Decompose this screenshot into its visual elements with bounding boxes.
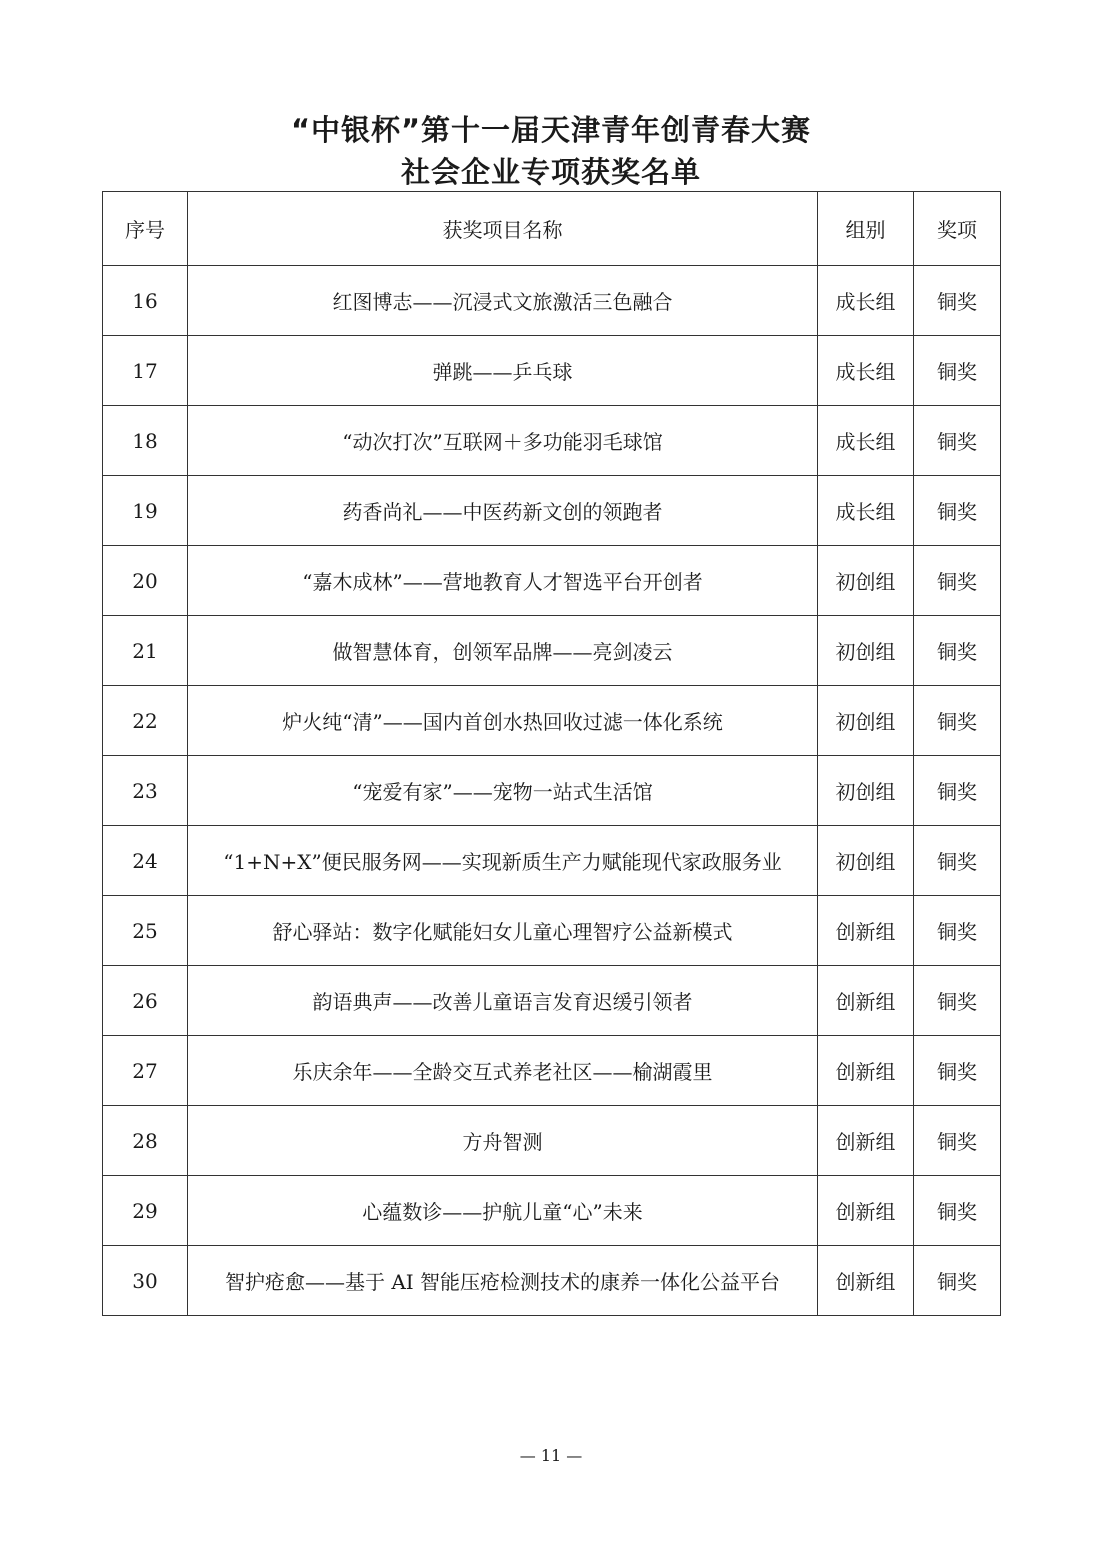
cell-award: 铜奖 (914, 266, 1001, 336)
cell-seq: 27 (103, 1036, 188, 1106)
header-seq: 序号 (103, 192, 188, 266)
table-row (103, 336, 1001, 406)
header-name: 获奖项目名称 (188, 192, 818, 266)
header-group: 组别 (818, 192, 914, 266)
table-row (103, 826, 1001, 896)
cell-name: 舒心驿站：数字化赋能妇女儿童心理智疗公益新模式 (188, 896, 818, 966)
cell-award: 铜奖 (914, 896, 1001, 966)
table-row (103, 1106, 1001, 1176)
cell-group: 创新组 (818, 1246, 914, 1316)
cell-group: 初创组 (818, 756, 914, 826)
cell-group: 成长组 (818, 266, 914, 336)
cell-seq: 25 (103, 896, 188, 966)
cell-name: 韵语典声——改善儿童语言发育迟缓引领者 (188, 966, 818, 1036)
table-row (103, 896, 1001, 966)
cell-seq: 16 (103, 266, 188, 336)
cell-seq: 17 (103, 336, 188, 406)
cell-seq: 19 (103, 476, 188, 546)
cell-award: 铜奖 (914, 616, 1001, 686)
cell-group: 创新组 (818, 896, 914, 966)
cell-seq: 30 (103, 1246, 188, 1316)
award-table (102, 191, 1001, 1316)
page-number: — 11 — (519, 1446, 583, 1465)
table-row (103, 1246, 1001, 1316)
cell-group: 创新组 (818, 966, 914, 1036)
table-row (103, 546, 1001, 616)
cell-name: 智护疮愈——基于 AI 智能压疮检测技术的康养一体化公益平台 (188, 1246, 818, 1316)
table-row (103, 966, 1001, 1036)
cell-name: 心蕴数诊——护航儿童“心”未来 (188, 1176, 818, 1246)
cell-award: 铜奖 (914, 336, 1001, 406)
cell-name: “宠爱有家”——宠物一站式生活馆 (188, 756, 818, 826)
cell-name: 方舟智测 (188, 1106, 818, 1176)
table-row (103, 686, 1001, 756)
cell-award: 铜奖 (914, 686, 1001, 756)
cell-group: 成长组 (818, 406, 914, 476)
table-row (103, 616, 1001, 686)
table-header-row (103, 192, 1001, 266)
cell-award: 铜奖 (914, 756, 1001, 826)
table-row (103, 1176, 1001, 1246)
cell-award: 铜奖 (914, 1036, 1001, 1106)
cell-name: 乐庆余年——全龄交互式养老社区——榆湖霞里 (188, 1036, 818, 1106)
cell-award: 铜奖 (914, 1106, 1001, 1176)
table-row (103, 266, 1001, 336)
cell-name: “1+N+X”便民服务网——实现新质生产力赋能现代家政服务业 (188, 826, 818, 896)
table-row (103, 756, 1001, 826)
cell-award: 铜奖 (914, 476, 1001, 546)
cell-seq: 18 (103, 406, 188, 476)
cell-group: 创新组 (818, 1036, 914, 1106)
cell-seq: 26 (103, 966, 188, 1036)
cell-group: 成长组 (818, 336, 914, 406)
cell-group: 初创组 (818, 686, 914, 756)
header-award: 奖项 (914, 192, 1001, 266)
cell-seq: 23 (103, 756, 188, 826)
document-title-line-2: 社会企业专项获奖名单 (400, 155, 701, 189)
document-title-line-1: “中银杯”第十一届天津青年创青春大赛 (290, 113, 812, 147)
cell-name: “动次打次”互联网＋多功能羽毛球馆 (188, 406, 818, 476)
cell-name: 红图博志——沉浸式文旅激活三色融合 (188, 266, 818, 336)
cell-group: 创新组 (818, 1176, 914, 1246)
cell-award: 铜奖 (914, 546, 1001, 616)
table-row (103, 1036, 1001, 1106)
cell-seq: 28 (103, 1106, 188, 1176)
table-row (103, 476, 1001, 546)
cell-seq: 22 (103, 686, 188, 756)
cell-group: 创新组 (818, 1106, 914, 1176)
cell-name: “嘉木成林”——营地教育人才智选平台开创者 (188, 546, 818, 616)
table-body (103, 266, 1001, 1316)
cell-seq: 29 (103, 1176, 188, 1246)
cell-name: 药香尚礼——中医药新文创的领跑者 (188, 476, 818, 546)
cell-name: 炉火纯“清”——国内首创水热回收过滤一体化系统 (188, 686, 818, 756)
table-row (103, 406, 1001, 476)
cell-award: 铜奖 (914, 1246, 1001, 1316)
cell-group: 成长组 (818, 476, 914, 546)
cell-group: 初创组 (818, 826, 914, 896)
cell-group: 初创组 (818, 546, 914, 616)
cell-name: 做智慧体育，创领军品牌——亮剑凌云 (188, 616, 818, 686)
cell-group: 初创组 (818, 616, 914, 686)
cell-seq: 21 (103, 616, 188, 686)
cell-award: 铜奖 (914, 966, 1001, 1036)
cell-name: 弹跳——乒乓球 (188, 336, 818, 406)
cell-award: 铜奖 (914, 1176, 1001, 1246)
cell-award: 铜奖 (914, 406, 1001, 476)
cell-seq: 20 (103, 546, 188, 616)
cell-award: 铜奖 (914, 826, 1001, 896)
cell-seq: 24 (103, 826, 188, 896)
